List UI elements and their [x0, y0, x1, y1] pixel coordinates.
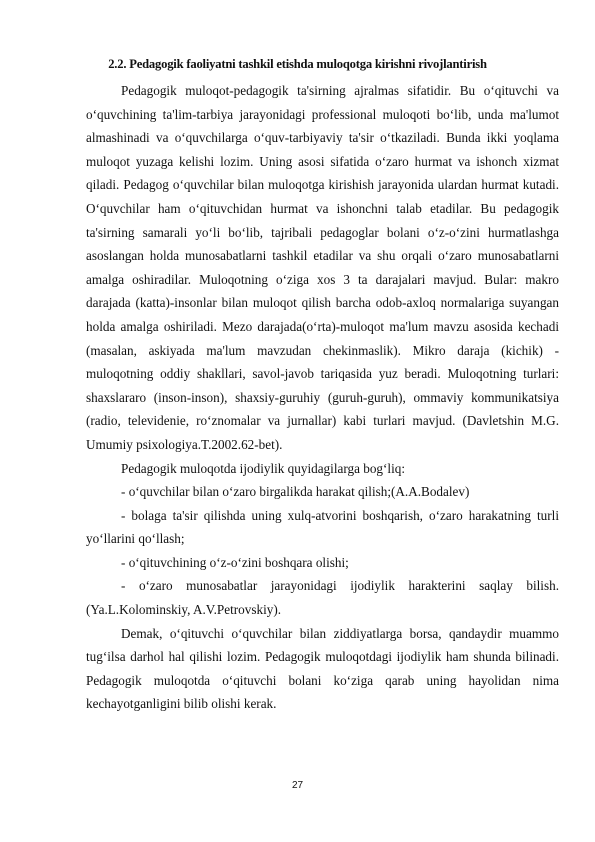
list-item: - o‘quvchilar bilan o‘zaro birgalikda harakat qilish;(A.A.Bodalev) [121, 484, 470, 500]
paragraph: Demak, o‘qituvchi o‘quvchilar bilan ziddiyatlarga borsa, qandaydir muammo tug‘ilsa darhol hal qilishi lozim. Pedagogik muloqotdagi ijodiylik ham shunda bilinadi. Pedagogik muloqotda o‘qituvchi bolani ko‘ziga qarab uning hayolidan nima kechayotganligini bilib olishi kerak. [86, 625, 559, 712]
paragraph: Pedagogik muloqotda ijodiylik quyidagilarga bog‘liq: [121, 460, 405, 476]
list-item: - bolaga ta'sir qilishda uning xulq-atvorini boshqarish, o‘zaro harakatning turli yo‘llarini qo‘llash; [86, 507, 559, 547]
paragraph: Pedagogik muloqot-pedagogik ta'sirning ajralmas sifatidir. Bu o‘qituvchi va o‘quvchining ta'lim-tarbiya jarayonidagi professional muloqoti bo‘lib, unda ma'lumot almashinadi va o‘quvchilarga o‘quv-tarbiyaviy ta'sir o‘tkaziladi. Bunda ikki yoqlama muloqot yuzaga kelishi lozim. Uning asosi sifatida o‘zaro hurmat va ishonch xizmat qiladi. Pedagog o‘quvchilar bilan muloqotga kirishish jarayonida ulardan hurmat kutadi. O‘quvchilar ham o‘qituvchidan hurmat va ishonchni talab etadilar. Bu pedagogik ta'sirning samarali yo‘li bo‘lib, tajribali pedagoglar bolani o‘z-o‘zini hurmatlashga asoslangan holda munosabatlarni tashkil etadilar va shu orqali o‘zaro munosabatlarni amalga oshiradilar. Muloqotning o‘ziga xos 3 ta darajalari mavjud. Bular: makro darajada (katta)-insonlar bilan muloqot qilish barcha odob-axloq normalariga suyangan holda amalga oshiriladi. Mezo darajada(o‘rta)-muloqot ma'lum mavzu asosida kechadi (masalan, askiyada ma'lum mavzudan chekinmaslik). Mikro daraja (kichik) -muloqotning oddiy shakllari, savol-javob tariqasida yuz beradi. Muloqotning turlari: shaxslararo (inson-inson), shaxsiy-guruhiy (guruh-guruh), ommaviy kommunikatsiya (radio, televidenie, ro‘znomalar va jurnallar) kabi turlari mavjud. (Davletshin M.G. Umumiy psixologiya.T.2002.62-bet). [86, 83, 559, 452]
list-item: - o‘qituvchining o‘z-o‘zini boshqara olishi; [121, 554, 349, 570]
section-heading: 2.2. Pedagogik faoliyatni tashkil etishda muloqotga kirishni rivojlantirish [108, 57, 487, 71]
list-item: - o‘zaro munosabatlar jarayonidagi ijodiylik harakterini saqlay bilish. (Ya.L.Kolominskiy, A.V.Petrovskiy). [86, 578, 559, 618]
body-text [86, 79, 559, 716]
page-number: 27 [291, 780, 304, 791]
